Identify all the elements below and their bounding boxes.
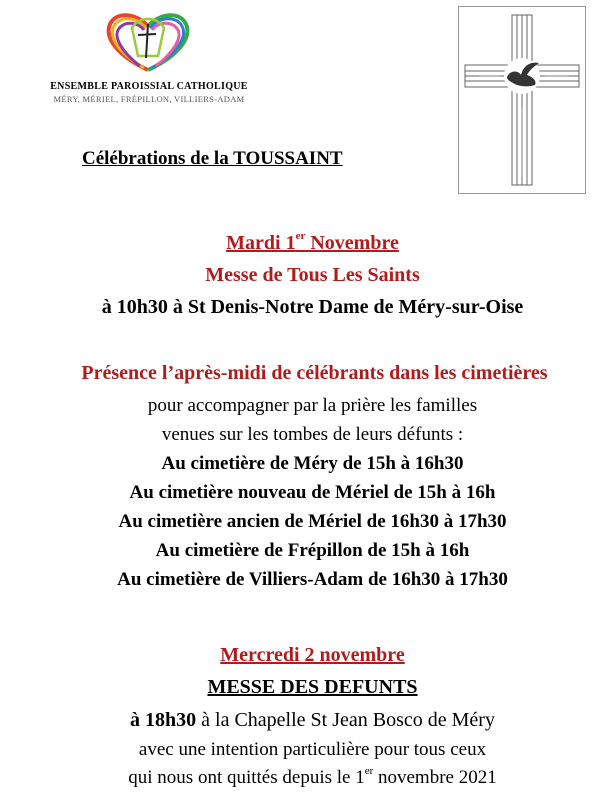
cemetery-item: Au cimetière de Frépillon de 15h à 16h xyxy=(155,540,470,561)
cemetery-item: Au cimetière de Méry de 15h à 16h30 xyxy=(161,453,464,474)
cemetery-item: Au cimetière nouveau de Mériel de 15h à 16h xyxy=(129,482,496,503)
section1-date-sup: er xyxy=(295,230,306,242)
cemetery-item: Au cimetière ancien de Mériel de 16h30 à 17h30 xyxy=(118,511,507,532)
section1-date-prefix: Mardi 1 xyxy=(226,232,296,254)
section3-location xyxy=(14,709,597,732)
logo-towns: MÉRY, MÉRIEL, FRÉPILLON, VILLIERS-ADAM xyxy=(53,94,245,104)
section1-location: à 10h30 à St Denis-Notre Dame de Méry-sur-Oise xyxy=(101,296,524,318)
parish-logo xyxy=(40,8,260,108)
section3-line1: avec une intention particulière pour tous ceux xyxy=(138,739,487,760)
section3-date xyxy=(14,644,597,667)
page-title: Célébrations de la TOUSSAINT xyxy=(82,148,343,169)
logo-org-name: ENSEMBLE PAROISSIAL CATHOLIQUE xyxy=(50,81,248,92)
section3-date-text: Mercredi 2 novembre xyxy=(220,644,405,666)
section2-title: Présence l’après-midi de célébrants dans les cimetières xyxy=(81,362,548,384)
section1-date-suffix: Novembre xyxy=(305,232,399,254)
section2-line2: venues sur les tombes de leurs défunts : xyxy=(161,424,464,445)
section3-time: à 18h30 xyxy=(130,709,197,731)
section3-line2-sup: er xyxy=(364,765,374,777)
section3-line2 xyxy=(14,767,597,789)
dove-cross-icon xyxy=(459,7,585,193)
section3-title-text: MESSE DES DEFUNTS xyxy=(207,676,418,698)
section2-line1: pour accompagner par la prière les familles xyxy=(147,395,478,416)
section3-place: à la Chapelle St Jean Bosco de Méry xyxy=(196,709,495,731)
section1-date xyxy=(14,232,597,255)
dove-cross-image xyxy=(458,6,586,194)
section3-line2-suffix: novembre 2021 xyxy=(373,767,497,788)
section3-title xyxy=(14,676,597,699)
section3-line2-prefix: qui nous ont quittés depuis le 1 xyxy=(128,767,365,788)
cross-heart-logo-icon xyxy=(98,8,198,76)
cemetery-item: Au cimetière de Villiers-Adam de 16h30 à 17h30 xyxy=(117,569,508,590)
section1-title: Messe de Tous Les Saints xyxy=(205,264,420,286)
